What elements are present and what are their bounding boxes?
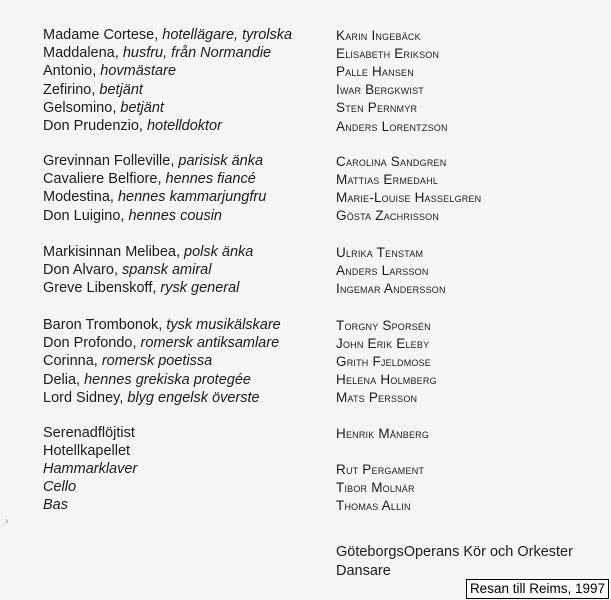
performer-name: Marie-Louise Hasselgren	[336, 189, 482, 205]
role-separator: ,	[120, 207, 129, 224]
role-line	[43, 117, 222, 135]
role-separator: ,	[114, 45, 123, 62]
caption: Resan till Reims, 1997	[466, 579, 609, 599]
role-name: Antonio	[43, 63, 93, 80]
role-separator: ,	[76, 371, 85, 388]
role-line	[43, 243, 253, 261]
role-line	[43, 188, 266, 206]
role-line	[43, 152, 263, 170]
role-separator: ,	[119, 389, 128, 406]
performer-name: Gösta Zachrisson	[336, 208, 440, 224]
musician-role-name: Cello	[43, 479, 77, 495]
role-name: Corinna	[43, 353, 94, 370]
role-name: Zefirino	[43, 81, 92, 98]
role-separator: ,	[152, 280, 161, 297]
musician-role-name: Serenadflöjtist	[43, 425, 135, 441]
musician-performer: Rut Pergament	[336, 462, 425, 477]
musician-performer: Henrik Månberg	[336, 426, 430, 441]
performer-name: Palle Hansen	[336, 63, 414, 79]
role-name: Don Alvaro	[43, 262, 114, 279]
role-line	[43, 44, 271, 62]
role-description: tysk musikälskare	[166, 317, 281, 333]
role-description: hotellägare, tyrolska	[162, 27, 293, 43]
musician-role	[43, 424, 135, 442]
role-separator: ,	[175, 244, 185, 260]
role-description: spansk amiral	[122, 262, 212, 279]
musician-role	[43, 478, 76, 496]
role-description: hennes fiancé	[165, 171, 256, 188]
performer-name: Karin Ingebäck	[336, 27, 421, 43]
role-separator: ,	[154, 27, 163, 43]
role-line	[43, 261, 211, 279]
role-description: husfru, från Normandie	[122, 45, 272, 62]
role-separator: ,	[109, 189, 118, 206]
role-name: Don Profondo	[43, 335, 133, 352]
role-line	[43, 170, 256, 188]
musician-role-name: Bas	[43, 497, 68, 513]
role-line	[43, 316, 281, 334]
performer-name: Ulrika Tenstam	[336, 244, 424, 260]
role-name: Lord Sidney	[43, 389, 120, 406]
role-separator: ,	[138, 118, 147, 134]
performer-name: Anders Lorentzson	[336, 118, 448, 134]
role-line	[43, 99, 164, 117]
role-separator: ,	[170, 153, 179, 169]
role-separator: ,	[158, 317, 167, 333]
performer-name: Elisabeth Erikson	[336, 45, 440, 61]
performer-name: Helena Holmberg	[336, 372, 437, 388]
musician-role	[43, 442, 130, 460]
performer-name: Iwar Bergkwist	[336, 82, 424, 98]
role-name: Delia	[43, 371, 77, 388]
role-description: polsk änka	[184, 244, 254, 260]
role-name: Greve Libenskoff	[43, 280, 153, 297]
role-description: romersk antiksamlare	[140, 335, 280, 352]
role-separator: ,	[157, 171, 166, 188]
role-name: Don Prudenzio	[43, 118, 139, 134]
performer-name: John Erik Eleby	[336, 335, 430, 351]
role-name: Gelsomino	[43, 99, 113, 116]
performer-name: Ingemar Andersson	[336, 280, 446, 296]
role-separator: ,	[132, 335, 141, 352]
musician-role	[43, 496, 68, 514]
role-separator: ,	[91, 81, 100, 98]
role-separator: ,	[112, 99, 121, 116]
role-description: blyg engelsk överste	[127, 389, 260, 406]
role-line	[43, 389, 260, 407]
role-line	[43, 371, 251, 389]
role-description: hennes cousin	[128, 207, 222, 224]
performer-name: Anders Larsson	[336, 262, 429, 278]
role-separator: ,	[93, 353, 102, 370]
performer-name: Sten Pernmyr	[336, 100, 418, 116]
margin-mark: ›	[5, 516, 9, 527]
role-description: hennes grekiska protegée	[84, 371, 251, 388]
musician-role-name: Hotellkapellet	[43, 443, 131, 459]
role-name: Don Luigino	[43, 207, 121, 224]
role-name: Grevinnan Folleville	[43, 153, 171, 169]
role-line	[43, 334, 279, 352]
role-description: romersk poetissa	[101, 353, 213, 370]
role-name: Cavaliere Belfiore	[43, 171, 158, 188]
role-description: hennes kammarjungfru	[117, 189, 267, 206]
role-name: Madame Cortese	[43, 27, 155, 43]
musician-performer: Tibor Molnár	[336, 480, 415, 495]
role-description: hotelldoktor	[146, 118, 222, 134]
role-separator: ,	[92, 63, 101, 80]
role-name: Maddalena	[43, 45, 115, 62]
ensemble-line: GöteborgsOperans Kör och Orkester	[336, 544, 573, 560]
role-line	[43, 207, 222, 225]
performer-name: Mats Persson	[336, 390, 418, 406]
role-line	[43, 26, 292, 44]
role-line	[43, 62, 176, 80]
musician-role-name: Hammarklaver	[43, 461, 138, 477]
performer-name: Torgny Sporsén	[336, 317, 431, 333]
role-description: hovmästare	[100, 63, 177, 80]
role-description: betjänt	[99, 81, 143, 98]
role-name: Modestina	[43, 189, 110, 206]
role-name: Baron Trombonok	[43, 317, 159, 333]
role-name: Markisinnan Melibea	[43, 244, 176, 260]
ensemble-line: Dansare	[336, 563, 391, 579]
role-line	[43, 81, 143, 99]
role-description: parisisk änka	[178, 153, 264, 169]
role-line	[43, 279, 239, 297]
performer-name: Grith Fjeldmose	[336, 353, 432, 369]
musician-performer: Thomas Allin	[336, 498, 411, 513]
role-separator: ,	[113, 262, 122, 279]
role-description: rysk general	[160, 280, 240, 297]
performer-name: Mattias Ermedahl	[336, 171, 439, 187]
role-line	[43, 352, 212, 370]
musician-role	[43, 460, 137, 478]
performer-name: Carolina Sandgren	[336, 153, 447, 169]
role-description: betjänt	[120, 99, 164, 116]
